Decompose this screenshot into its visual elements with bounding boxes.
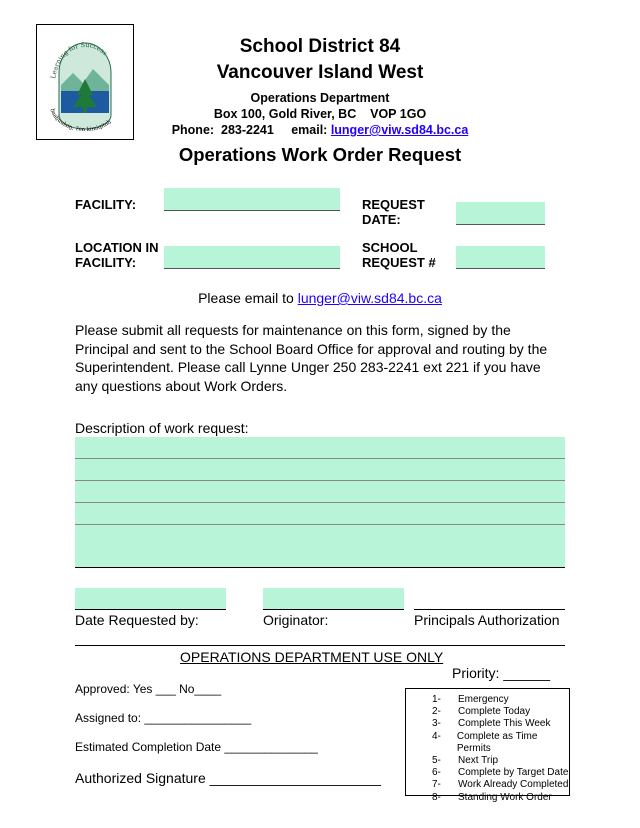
description-line-5[interactable] [75, 525, 565, 547]
priority-number: 6- [432, 767, 441, 779]
priority-number: 3- [432, 718, 441, 730]
logo-motto: Learning for Success [49, 40, 109, 80]
priority-item [432, 731, 569, 755]
priority-item [432, 718, 569, 730]
priority-item [432, 706, 569, 718]
priority-list [406, 689, 569, 804]
priority-number: 2- [432, 706, 441, 718]
phone: Phone: 283-2241 email: [171, 123, 331, 137]
date-requested-input[interactable] [75, 588, 226, 610]
priority-label: Standing Work Order [458, 791, 552, 803]
priority-item [432, 755, 569, 767]
priority-item [432, 767, 569, 779]
description-line-2[interactable] [75, 459, 565, 481]
principal-signature-line[interactable] [414, 609, 565, 610]
email-instruction: Please email to lunger@viw.sd84.bc.ca [198, 290, 442, 306]
priority-item [432, 694, 569, 706]
priority-label: Work Already Completed [458, 779, 569, 791]
section-divider [75, 645, 565, 646]
priority-field[interactable]: Priority: ______ [452, 665, 551, 681]
contact-line [140, 122, 500, 138]
description-line-1[interactable] [75, 437, 565, 459]
priority-label: Next Trip [458, 755, 499, 767]
department-name: Operations Department [250, 91, 390, 105]
header-email-link[interactable]: lunger@viw.sd84.bc.ca [330, 123, 469, 137]
description-line-3[interactable] [75, 481, 565, 503]
location-input[interactable] [164, 246, 340, 269]
description-line-4[interactable] [75, 503, 565, 525]
priority-number: 8- [432, 791, 441, 803]
request-date-label: REQUEST DATE: [362, 197, 425, 227]
priority-label: Complete This Week [458, 718, 551, 730]
priority-item [432, 792, 569, 804]
approved-field[interactable]: Approved: Yes ___ No____ [75, 682, 222, 696]
priority-label: Emergency [458, 694, 509, 705]
priority-label: Complete by Target Date [458, 767, 569, 779]
address: Box 100, Gold River, BC VOP 1GO [213, 107, 427, 121]
region-name: Vancouver Island West [216, 62, 424, 83]
originator-label: Originator: [263, 612, 329, 628]
priority-legend-box [405, 688, 570, 803]
form-title: Operations Work Order Request [178, 144, 462, 165]
facility-label: FACILITY: [75, 197, 137, 212]
priority-item [432, 779, 569, 791]
school-request-input[interactable] [456, 246, 545, 269]
principal-label: Principals Authorization [414, 612, 560, 628]
logo-motto-native: ḥaaḥuułsiŋ, ʔen kimiqitaḥ [49, 107, 113, 134]
instructions-paragraph: Please submit all requests for maintenance on this form, signed by the Principal and sent to the School Board Office for approval and routing by the Superintendent. Please call Lynne Unger 250 283-2241 ext 221 if you have any questions about Work Orders. [75, 322, 548, 394]
priority-label: Complete as Time Permits [456, 730, 538, 754]
school-request-label: SCHOOL REQUEST # [362, 240, 436, 270]
tree-logo-icon [37, 25, 133, 139]
priority-number: 7- [432, 779, 441, 791]
authorized-signature-field[interactable]: Authorized Signature ______________________ [75, 770, 381, 786]
date-requested-label: Date Requested by: [75, 612, 199, 628]
priority-label: Complete Today [458, 706, 531, 718]
assigned-field[interactable]: Assigned to: ________________ [75, 711, 252, 725]
email-link[interactable]: lunger@viw.sd84.bc.ca [297, 290, 442, 306]
description-line-6[interactable] [75, 546, 565, 568]
estimated-completion-field[interactable]: Estimated Completion Date ______________ [75, 740, 318, 754]
priority-number: 5- [432, 755, 441, 767]
originator-input[interactable] [263, 588, 404, 610]
location-label: LOCATION IN FACILITY: [75, 240, 159, 270]
ops-use-title: OPERATIONS DEPARTMENT USE ONLY [180, 649, 444, 665]
district-logo [36, 24, 134, 140]
district-name: School District 84 [239, 36, 401, 57]
priority-number: 4- [432, 730, 441, 742]
priority-number: 1- [432, 694, 441, 705]
facility-input[interactable] [164, 188, 340, 211]
request-date-input[interactable] [456, 202, 545, 225]
description-label: Description of work request: [75, 420, 249, 436]
